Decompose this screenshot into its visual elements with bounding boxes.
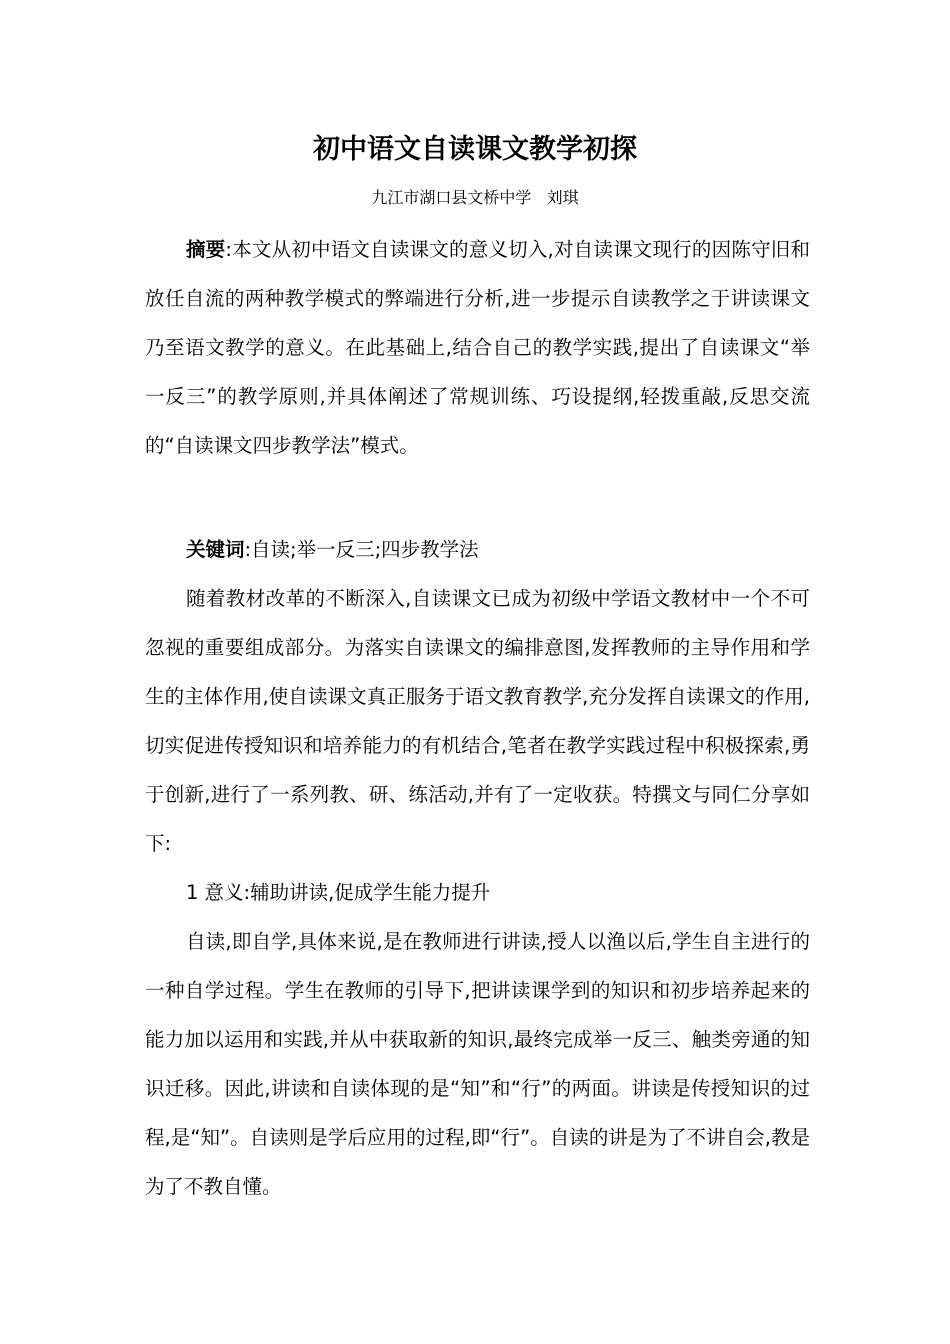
keywords-paragraph (145, 525, 810, 574)
document-title: 初中语文自读课文教学初探 (313, 134, 637, 165)
abstract-paragraph (145, 225, 810, 470)
author-line: 九江市湖口县文桥中学 刘琪 (371, 188, 579, 207)
section-1-heading: 1 意义:辅助讲读,促成学生能力提升 (185, 881, 491, 904)
section-1-paragraph: 自读,即自学,具体来说,是在教师进行讲读,授人以渔以后,学生自主进行的一种自学过程。学生在教师的引导下,把讲读课学到的知识和初步培养起来的能力加以运用和实践,并从中获取新的知识,最终完成举一反三、触类旁通的知识迁移。因此,讲读和自读体现的是“知”和“行”的两面。讲读是传授知识的过程,是“知”。自读则是学后应用的过程,即“行”。自读的讲是为了不讲自会,教是为了不教自懂。 (145, 930, 810, 1198)
abstract-label: 摘要 (185, 238, 226, 261)
keywords-text: :自读;举一反三;四步教学法 (244, 538, 479, 561)
body-content (145, 574, 810, 1211)
intro-paragraph: 随着教材改革的不断深入,自读课文已成为初级中学语文教材中一个不可忽视的重要组成部分。为落实自读课文的编排意图,发挥教师的主导作用和学生的主体作用,使自读课文真正服务于语文教育教学,充分发挥自读课文的作用,切实促进传授知识和培养能力的有机结合,笔者在教学实践过程中积极探索,勇于创新,进行了一系列教、研、练活动,并有了一定收获。特撰文与同仁分享如下: (145, 587, 810, 855)
abstract-text: :本文从初中语文自读课文的意义切入,对自读课文现行的因陈守旧和放任自流的两种教学模式的弊端进行分析,进一步提示自读教学之于讲读课文乃至语文教学的意义。在此基础上,结合自己的教学实践,提出了自读课文“举一反三”的教学原则,并具体阐述了常规训练、巧设提纲,轻拨重敲,反思交流的“自读课文四步教学法”模式。 (145, 238, 810, 457)
keywords-label: 关键词 (185, 538, 245, 561)
